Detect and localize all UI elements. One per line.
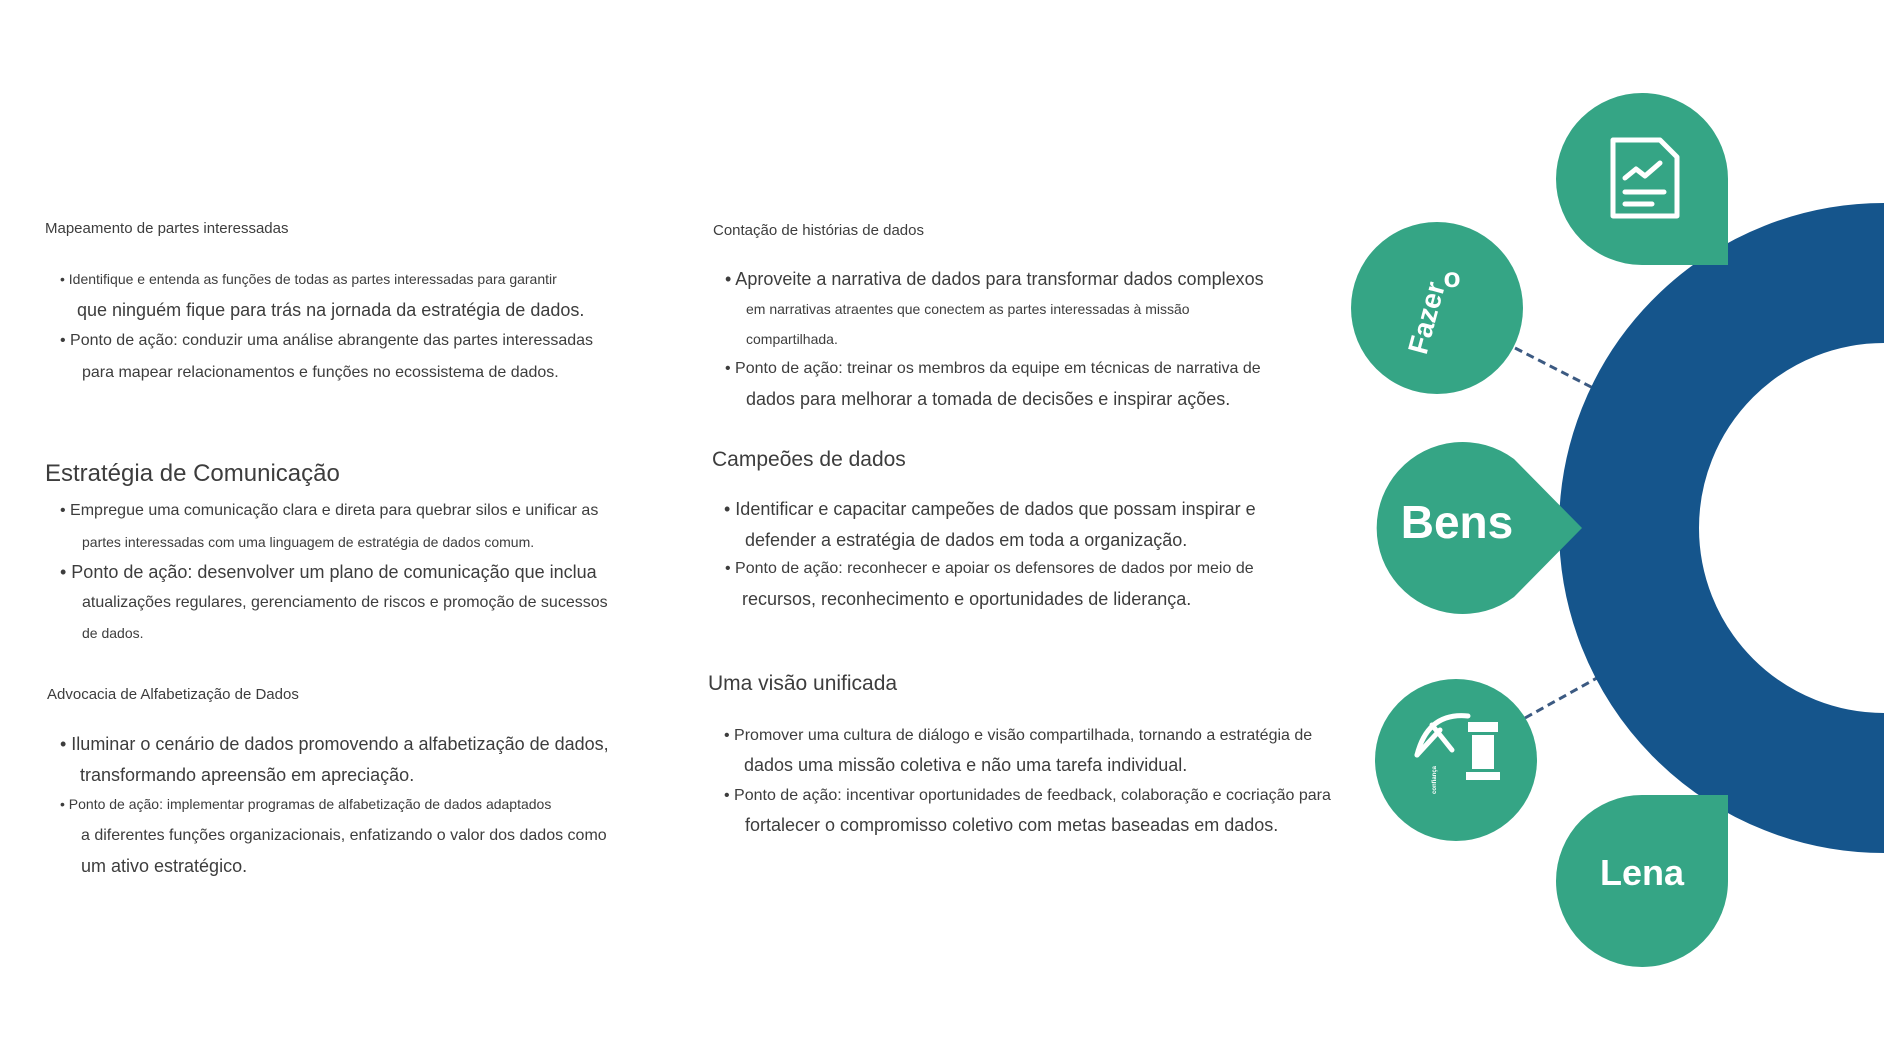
node-umbrella [1375, 679, 1537, 841]
node-fazer [1351, 222, 1523, 394]
bullet-line: de dados. [82, 625, 144, 641]
bullet-line: defender a estratégia de dados em toda a organização. [745, 530, 1188, 550]
bullet-line: • Aproveite a narrativa de dados para transformar dados complexos [725, 269, 1264, 289]
bullet-line: • Ponto de ação: reconhecer e apoiar os defensores de dados por meio de [725, 560, 1254, 577]
bullet-line: • Ponto de ação: incentivar oportunidades de feedback, colaboração e cocriação para [724, 787, 1331, 804]
bullet-line: em narrativas atraentes que conectem as partes interessadas à missão [746, 301, 1190, 317]
section-title: Uma visão unificada [708, 672, 898, 695]
hub-ring [1629, 273, 1884, 783]
node-small-text: confiança [1432, 765, 1438, 795]
node-label: Bens [1400, 496, 1514, 548]
bullet-line: • Empregue uma comunicação clara e direta para quebrar silos e unificar as [60, 502, 599, 519]
bullet-line: a diferentes funções organizacionais, enfatizando o valor dos dados como [81, 827, 607, 844]
bullet-line: transformando apreensão em apreciação. [80, 765, 415, 785]
node-label: Fazer [1402, 278, 1451, 358]
bullet-line: recursos, reconhecimento e oportunidades de liderança. [742, 589, 1192, 609]
section-title: Mapeamento de partes interessadas [45, 220, 289, 237]
bullet-line: • Identificar e capacitar campeões de dados que possam inspirar e [724, 499, 1256, 519]
section-title: Estratégia de Comunicação [45, 460, 340, 487]
node-label: Lena [1599, 852, 1685, 893]
bullet-line: dados uma missão coletiva e não uma tarefa individual. [744, 755, 1188, 775]
bullet-line: • Ponto de ação: desenvolver um plano de comunicação que inclua [60, 562, 597, 582]
bullet-line: atualizações regulares, gerenciamento de riscos e promoção de sucessos [82, 594, 608, 611]
node-document [1556, 93, 1728, 265]
bullet-line: compartilhada. [746, 331, 838, 347]
bullet-line: fortalecer o compromisso coletivo com metas baseadas em dados. [745, 815, 1279, 835]
section-title: Contação de histórias de dados [713, 222, 924, 239]
bullet-line: • Ponto de ação: conduzir uma análise abrangente das partes interessadas [60, 332, 594, 349]
bullet-line: que ninguém fique para trás na jornada da estratégia de dados. [77, 300, 585, 320]
bullet-line: para mapear relacionamentos e funções no ecossistema de dados. [82, 364, 559, 381]
bullet-line: dados para melhorar a tomada de decisões e inspirar ações. [746, 389, 1231, 409]
node-shape [1375, 679, 1537, 841]
node-lena [1556, 795, 1728, 967]
bullet-line: um ativo estratégico. [81, 856, 248, 876]
section-title: Campeões de dados [712, 448, 906, 471]
node-bens [1377, 442, 1582, 614]
bullet-line: partes interessadas com uma linguagem de estratégia de dados comum. [82, 534, 535, 550]
section-title: Advocacia de Alfabetização de Dados [47, 686, 299, 703]
node-label-extra: o [1443, 262, 1461, 293]
bullet-line: • Identifique e entenda as funções de todas as partes interessadas para garantir [60, 271, 557, 287]
bullet-line: • Iluminar o cenário de dados promovendo a alfabetização de dados, [60, 734, 609, 754]
node-shape [1556, 93, 1728, 265]
bullet-line: • Ponto de ação: implementar programas de alfabetização de dados adaptados [60, 796, 552, 812]
bullet-line: • Promover uma cultura de diálogo e visão compartilhada, tornando a estratégia de [724, 727, 1313, 744]
bullet-line: • Ponto de ação: treinar os membros da equipe em técnicas de narrativa de [725, 360, 1261, 377]
